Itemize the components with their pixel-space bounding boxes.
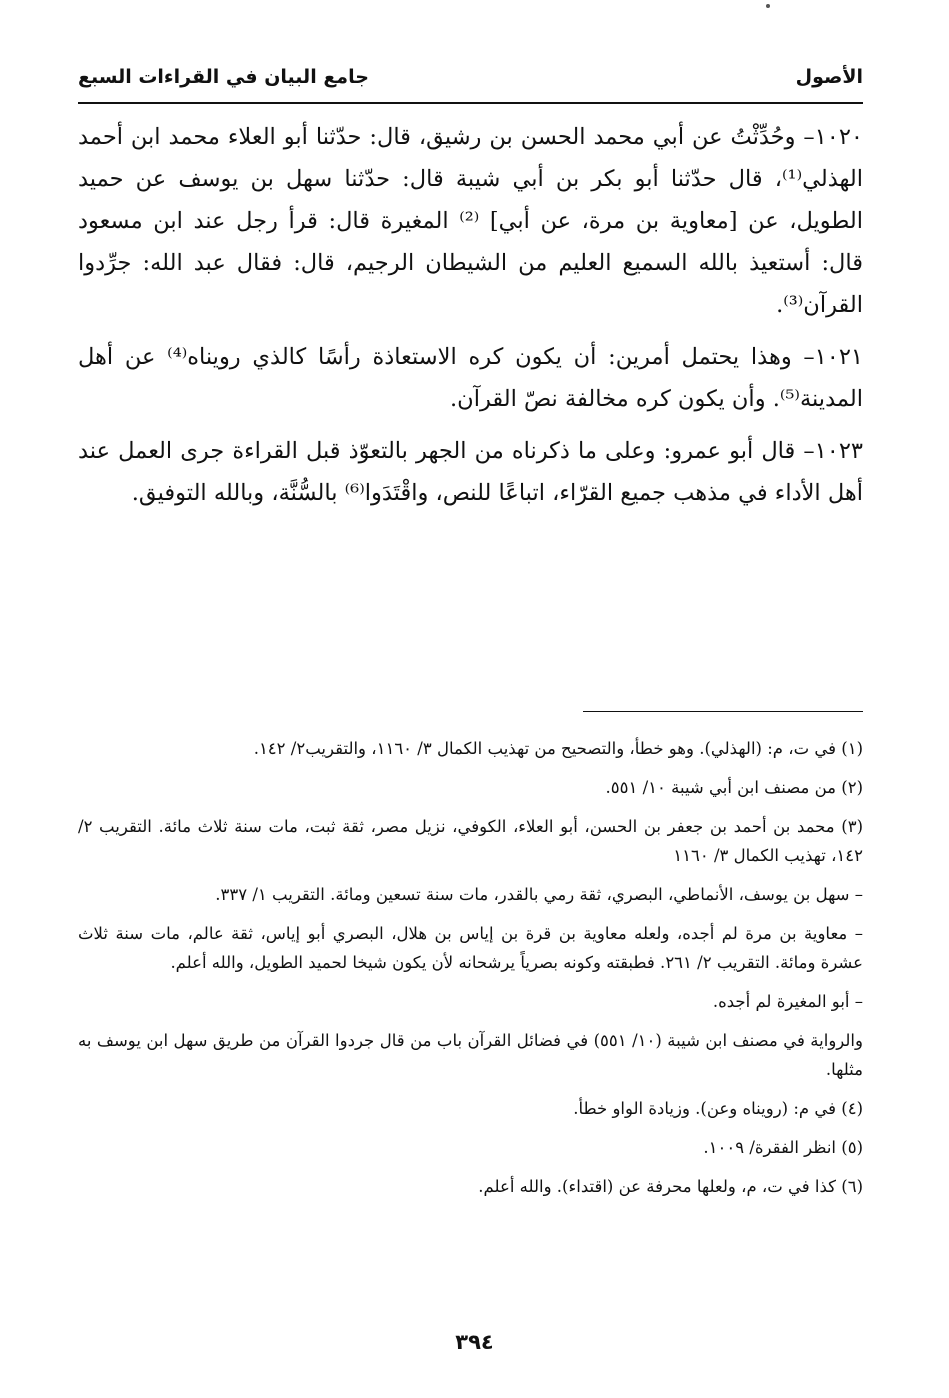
footnote-2: (٢) من مصنف ابن أبي شيبة ١٠/ ٥٥١. [605,778,863,797]
paragraph-1020: ١٠٢٠– وحُدِّثْتُ عن أبي محمد الحسن بن رشيق، قال: حدّثنا أبو العلاء محمد ابن أحمد الهذلي⁽¹⁾، قال حدّثنا أبو بكر بن أبي شيبة قال: حدّثنا سهل بن يوسف عن حميد الطويل، عن [معاوية بن مرة، عن أبي] ⁽²⁾ المغيرة قال: قرأ رجل عند ابن مسعود قال: أستعيذ بالله السميع العليم من الشيطان الرجيم، قال: فقال عبد الله: جرِّدوا القرآن⁽³⁾. [78,124,863,318]
page-number: ٣٩٤ [455,1330,494,1354]
chapter-title: الأصول [795,66,863,88]
footnote-3-sahl: – سهل بن يوسف، الأنماطي، البصري، ثقة رمي بالقدر، مات سنة تسعين ومائة. التقريب ١/ ٣٣٧. [215,885,863,904]
footnote-divider [583,711,863,712]
footnote-5: (٥) انظر الفقرة/ ١٠٠٩. [703,1138,863,1157]
footnote-4: (٤) في م: (رويناه وعن). وزيادة الواو خطأ. [573,1099,863,1118]
book-title: جامع البيان في القراءات السبع [78,66,369,88]
header-divider [78,102,863,104]
scan-speck [766,4,770,8]
footnote-3-riwaya: والرواية في مصنف ابن شيبة (١٠/ ٥٥١) في فضائل القرآن باب من قال جردوا القرآن من طريق سهل ابن يوسف به مثلها. [78,1031,863,1079]
footnote-3-mughira: – أبو المغيرة لم أجده. [712,992,863,1011]
paragraph-1023: ١٠٢٣– قال أبو عمرو: وعلى ما ذكرناه من الجهر بالتعوّذ قبل القراءة جرى العمل عند أهل الأداء في مذهب جميع القرّاء، اتباعًا للنص، واقْتَدَوا⁽⁶⁾ بالسُّنَّة، وبالله التوفيق. [78,438,863,506]
paragraph-1021: ١٠٢١– وهذا يحتمل أمرين: أن يكون كره الاستعاذة رأسًا كالذي رويناه⁽⁴⁾ عن أهل المدينة⁽⁵⁾. وأن يكون كره مخالفة نصّ القرآن. [78,344,864,412]
footnote-3-muawiya: – معاوية بن مرة لم أجده، ولعله معاوية بن قرة بن إياس بن هلال، البصري أبو إياس، ثقة عالم، مات سنة ثلاث عشرة ومائة. التقريب ٢/ ٢٦١. فطبقته وكونه بصرياً يرشحانه لأن يكون شيخا لحميد الطويل، والله أعلم. [78,924,863,972]
running-header [78,66,863,100]
footnote-3: (٣) محمد بن أحمد بن جعفر بن الحسن، أبو العلاء، الكوفي، نزيل مصر، ثقة ثبت، مات سنة ثلاث مائة. التقريب ٢/ ١٤٢، تهذيب الكمال ٣/ ١١٦٠ [78,817,863,865]
footnote-1: (١) في ت، م: (الهذلي). وهو خطأ، والتصحيح من تهذيب الكمال ٣/ ١١٦٠، والتقريب٢/ ١٤٢. [253,739,863,758]
footnote-6: (٦) كذا في ت، م، ولعلها محرفة عن (اقتداء). والله أعلم. [478,1177,863,1196]
main-text [78,116,863,524]
footnotes [78,734,863,1211]
